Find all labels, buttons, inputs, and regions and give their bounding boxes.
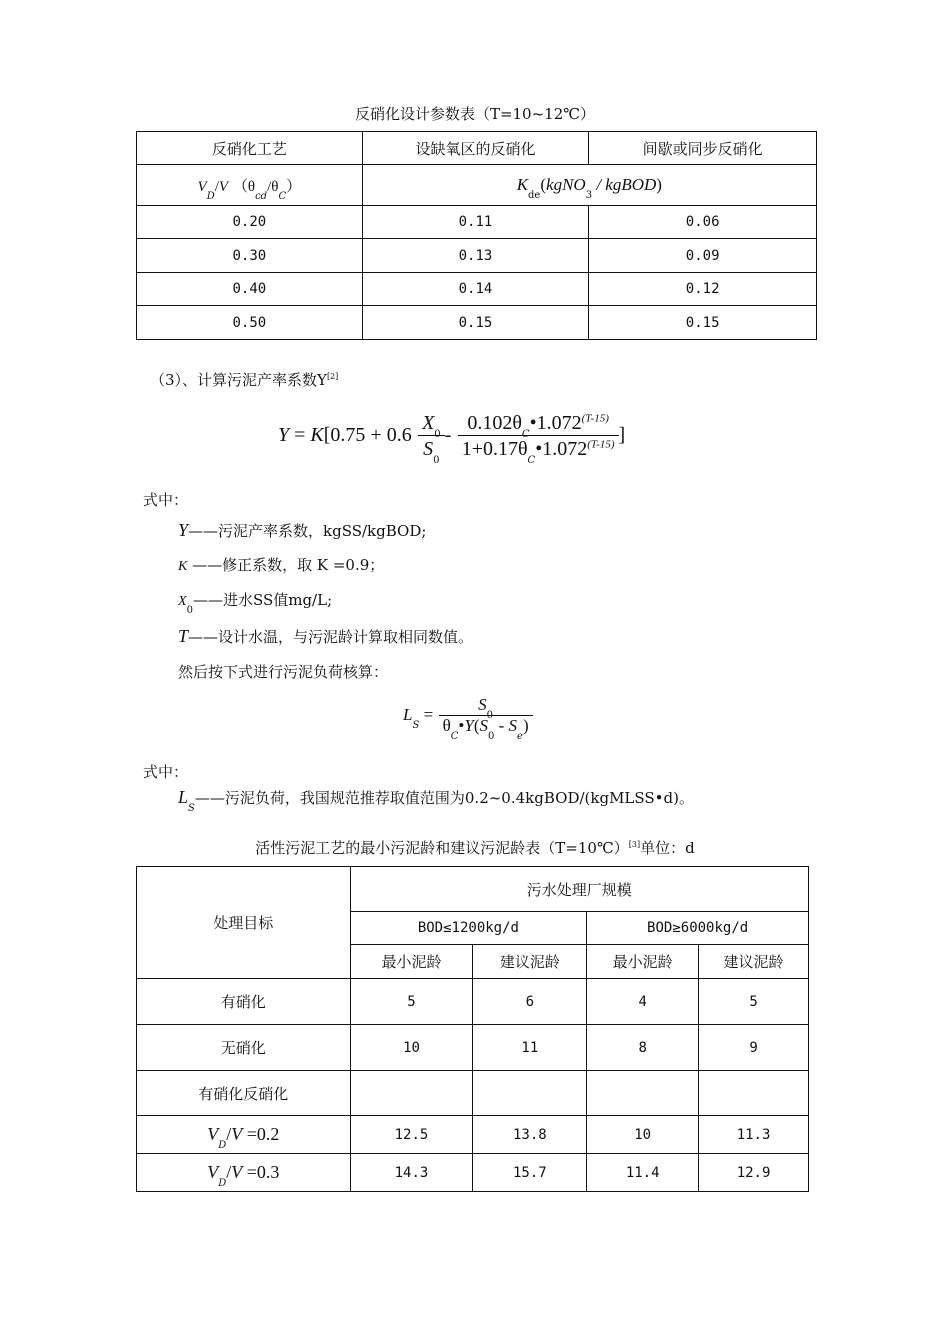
header-rec-age: 建议泥龄 (473, 945, 587, 979)
cell: 0.13 (362, 239, 589, 273)
header-intermittent: 间歇或同步反硝化 (589, 132, 817, 165)
cell: 0.15 (362, 306, 589, 340)
cell: 5 (699, 979, 809, 1025)
header-group-large: BOD≥6000kg/d (587, 912, 809, 945)
table-row (137, 1116, 809, 1154)
cell: 8 (587, 1025, 699, 1071)
ratio-label: $V_D/V$ $(\theta_{cd}/\theta_C)$ (137, 165, 363, 206)
def-ls: $L_S——$污泥负荷，我国规范推荐取值范围为0.2~0.4kgBOD/(kgMLSS•d)。 (178, 787, 694, 814)
cell: 11.3 (699, 1116, 809, 1154)
cell: 5 (350, 979, 473, 1025)
table-row (137, 306, 817, 340)
cell: 0.50 (137, 306, 363, 340)
cell: 13.8 (473, 1116, 587, 1154)
cell: 9 (699, 1025, 809, 1071)
formula-sludge-load: $L_S$ = $\frac{S_0}{\theta_C•Y(S_0 - S_e)}$ (403, 695, 533, 736)
table-row (137, 239, 817, 273)
row-label-ratio: $V_D/V =0.2$ (137, 1116, 351, 1154)
where-label-2: 式中： (143, 763, 189, 781)
cell: 0.15 (589, 306, 817, 340)
header-rec-age: 建议泥龄 (699, 945, 809, 979)
cell (350, 1071, 473, 1116)
cell: 12.5 (350, 1116, 473, 1154)
kde-label: $K_{de}(kgNO_3$ / kgBOD) (362, 165, 816, 206)
cell: 0.40 (137, 273, 363, 306)
row-label: 无硝化 (137, 1025, 351, 1071)
table-row (137, 1071, 809, 1116)
cell (587, 1071, 699, 1116)
section-heading: （3）、计算污泥产率系数Y[2] (150, 371, 339, 389)
check-text: 然后按下式进行污泥负荷核算： (178, 663, 389, 681)
fraction-ls: $\frac{S_0}{\theta_C•Y(S_0 - S_e)}$ (439, 695, 533, 736)
def-x0: $X_0——$进水SS值mg/L; (178, 591, 333, 616)
fraction-temperature: $\frac{0.102\theta_C•1.072^{(T-15)}}{1+0.17\theta_C•1.072^{(T-15)}}$ (458, 410, 619, 461)
cell: 0.12 (589, 273, 817, 306)
reference-mark: [3] (628, 840, 641, 849)
cell: 0.11 (362, 206, 589, 239)
table-header-row (137, 867, 809, 912)
cell: 10 (350, 1025, 473, 1071)
def-y: Y——污泥产率系数，kgSS/kgBOD; (178, 520, 427, 540)
header-anoxic-zone: 设缺氧区的反硝化 (362, 132, 589, 165)
def-t: T——设计水温，与污泥龄计算取相同数值。 (178, 626, 474, 646)
header-min-age: 最小泥龄 (350, 945, 473, 979)
reference-mark: [2] (326, 372, 339, 381)
fraction-x0-s0: $\frac{X_0}{S_0}$ (418, 410, 445, 461)
header-target: 处理目标 (137, 867, 351, 979)
cell: 4 (587, 979, 699, 1025)
cell: 0.30 (137, 239, 363, 273)
table-row (137, 1025, 809, 1071)
table1-caption: 反硝化设计参数表（T=10~12℃） (354, 105, 596, 123)
cell: 0.09 (589, 239, 817, 273)
cell: 0.06 (589, 206, 817, 239)
where-label: 式中： (143, 491, 189, 509)
cell: 10 (587, 1116, 699, 1154)
def-k: K ——修正系数，取 K =0.9； (178, 556, 385, 574)
table-row (137, 273, 817, 306)
cell: 12.9 (699, 1154, 809, 1192)
cell: 0.14 (362, 273, 589, 306)
header-group-small: BOD≤1200kg/d (350, 912, 587, 945)
cell: 11.4 (587, 1154, 699, 1192)
row-label-ratio: $V_D/V =0.3$ (137, 1154, 351, 1192)
cell: 6 (473, 979, 587, 1025)
table-row (137, 1154, 809, 1192)
cell: 0.20 (137, 206, 363, 239)
header-min-age: 最小泥龄 (587, 945, 699, 979)
header-scale: 污水处理厂规模 (350, 867, 808, 912)
table-row (137, 206, 817, 239)
denitrification-params-table (136, 131, 817, 340)
cell (473, 1071, 587, 1116)
cell: 15.7 (473, 1154, 587, 1192)
cell: 11 (473, 1025, 587, 1071)
row-label: 有硝化 (137, 979, 351, 1025)
table-row (137, 979, 809, 1025)
table2-caption: 活性污泥工艺的最小污泥龄和建议污泥龄表（T=10℃）[3]单位：d (255, 839, 695, 857)
row-label: 有硝化反硝化 (137, 1071, 351, 1116)
table-header-row (137, 132, 817, 165)
table-unit-row (137, 165, 817, 206)
sludge-age-table (136, 866, 809, 1192)
cell (699, 1071, 809, 1116)
cell: 14.3 (350, 1154, 473, 1192)
formula-yield: Y = K[0.75 + 0.6 $\frac{X_0}{S_0}$ - $\frac{0.102\theta_C•1.072^{(T-15)}}{1+0.17\theta_C•1.072^{(T-15)}}$ ] (278, 412, 626, 466)
header-process: 反硝化工艺 (137, 132, 363, 165)
